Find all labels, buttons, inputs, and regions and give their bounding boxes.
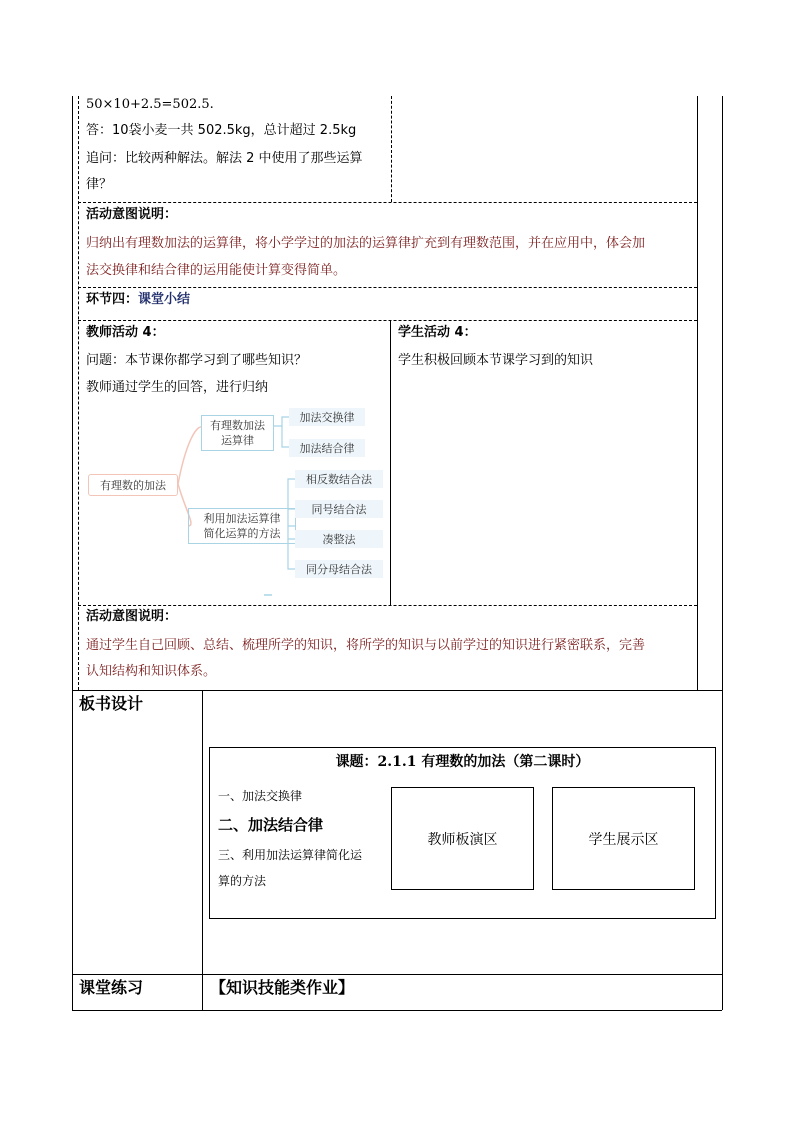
question-line-1: 追问：比较两种解法。解法 2 中使用了那些运算 <box>86 151 363 166</box>
inner-left-dashed <box>78 96 79 690</box>
teacher-activity-line-2: 教师通过学生的回答，进行归纳 <box>86 380 269 395</box>
student-display-area: 学生展示区 <box>552 787 695 890</box>
section4-title: 课堂小结 <box>138 292 191 307</box>
row-divider-practice <box>72 974 722 975</box>
activity-column-divider <box>390 320 391 605</box>
question-line-2: 律？ <box>86 177 113 192</box>
board-item-3-line-2: 算的方法 <box>218 874 267 888</box>
student-activity-line-1: 学生积极回顾本节课学习到的知识 <box>398 353 594 368</box>
intent2-heading: 活动意图说明： <box>86 609 178 624</box>
table-bottom-border <box>72 1010 722 1011</box>
board-item-3-line-1: 三、利用加法运算律简化运 <box>218 848 363 862</box>
section4-prefix: 环节四： <box>86 292 139 307</box>
mind-map-leaf-same-sign: 同号结合法 <box>295 500 383 518</box>
inner-right-border <box>697 96 698 690</box>
mind-map-branch-methods: 利用加法运算律 简化运算的方法 <box>188 508 296 544</box>
teacher-activity-line-1: 问题：本节课你都学习到了哪些知识？ <box>86 353 308 368</box>
mind-map-branch-laws: 有理数加法 运算律 <box>201 415 274 451</box>
calc-line: 50×10+2.5=502.5. <box>86 97 214 112</box>
mind-map-leaf-associative: 加法结合律 <box>289 439 365 457</box>
teacher-activity-heading: 教师活动 4： <box>86 325 165 340</box>
intent1-line-1: 归纳出有理数加法的运算律，将小学学过的加法的运算律扩充到有理数范围，并在应用中，体会加 <box>86 236 646 251</box>
teacher-board-area: 教师板演区 <box>391 787 534 890</box>
table-left-border <box>72 96 73 1010</box>
top-column-divider <box>391 96 392 202</box>
table-right-border <box>722 96 723 1010</box>
mind-map <box>86 402 386 598</box>
mind-map-root: 有理数的加法 <box>88 474 178 496</box>
practice-label: 课堂练习 <box>79 978 144 997</box>
student-activity-heading: 学生活动 4： <box>398 325 477 340</box>
mind-map-leaf-round-numbers: 凑整法 <box>295 530 383 548</box>
section4-heading <box>86 287 190 313</box>
row-divider-activities <box>78 320 697 321</box>
intent1-line-2: 法交换律和结合律的运用能使计算变得简单。 <box>86 263 347 278</box>
mind-map-leaf-opposites: 相反数结合法 <box>295 470 383 488</box>
practice-homework-title: 【知识技能类作业】 <box>210 978 355 997</box>
board-design-label: 板书设计 <box>79 694 144 713</box>
mind-map-leaf-commutative: 加法交换律 <box>289 408 365 426</box>
board-title: 课题：2.1.1 有理数的加法（第二课时） <box>335 754 590 770</box>
row-divider-board <box>72 690 722 691</box>
answer-line: 答：10袋小麦一共 502.5kg，总计超过 2.5kg <box>86 123 357 138</box>
mind-map-leaf-same-denominator: 同分母结合法 <box>295 560 383 578</box>
board-item-2: 二、加法结合律 <box>218 816 324 834</box>
label-column-divider <box>202 690 203 1010</box>
board-item-1: 一、加法交换律 <box>218 789 303 803</box>
intent2-line-1: 通过学生自己回顾、总结、梳理所学的知识，将所学的知识与以前学过的知识进行紧密联系，完善 <box>86 638 646 653</box>
intent2-line-2: 认知结构和知识体系。 <box>86 664 217 679</box>
intent1-heading: 活动意图说明： <box>86 207 178 222</box>
